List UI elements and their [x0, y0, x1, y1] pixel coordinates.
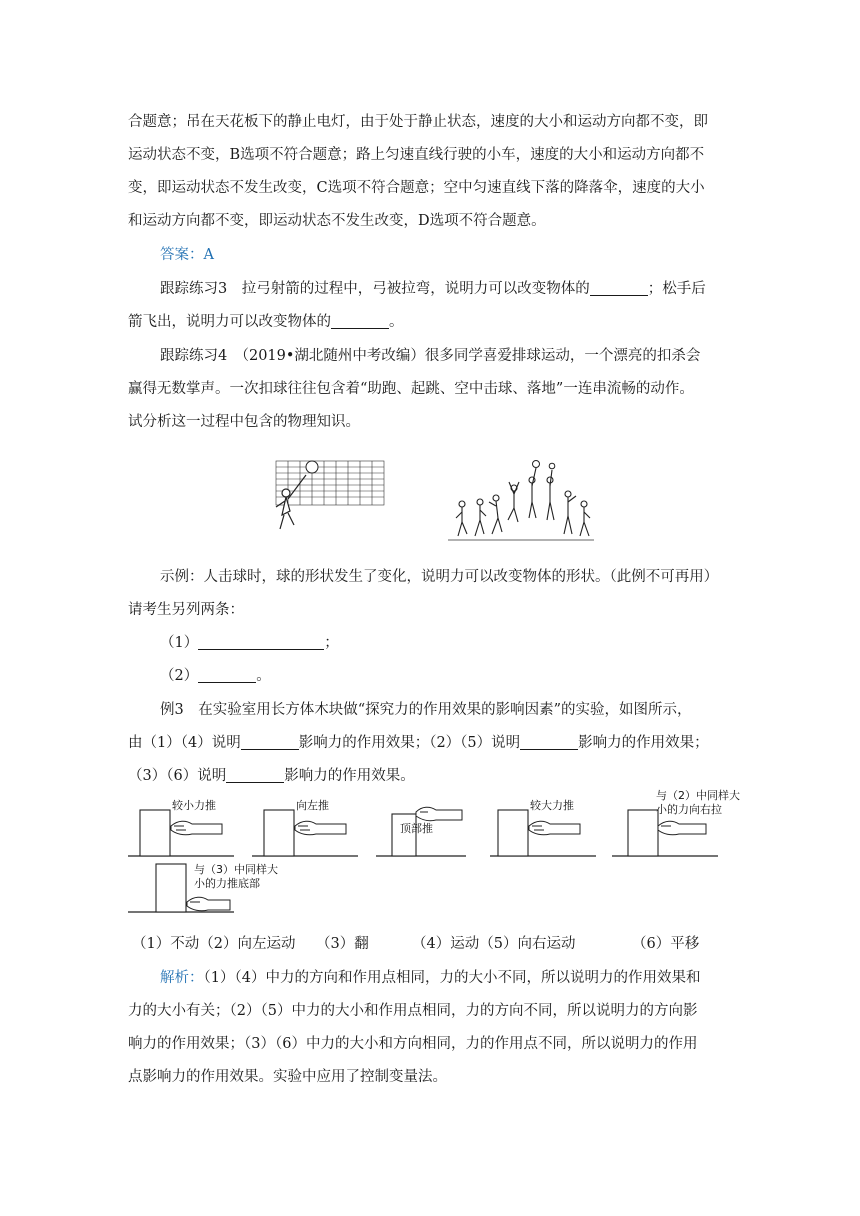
practice3-text-a: 跟踪练习3 拉弓射箭的过程中，弓被拉弯，说明力可以改变物体的 — [160, 281, 590, 297]
example-item-2-label: （2） — [160, 668, 199, 684]
volleyball-sequence-illustration — [448, 458, 596, 544]
example-item-2-end: 。 — [256, 668, 271, 684]
practice3-line-1 — [160, 279, 706, 299]
analysis-line-3: 响力的作用效果；（3）（6）中力的大小和方向相同，力的作用点不同，所以说明力的作用 — [128, 1036, 698, 1052]
example3-text-c: 影响力的作用效果； — [578, 735, 709, 751]
example3-text-d: （3）（6）说明 — [128, 768, 227, 784]
example3-line-1: 例3 在实验室用长方体木块做“探究力的作用效果的影响因素”的实验，如图所示， — [160, 702, 692, 718]
example-blank-2[interactable] — [198, 666, 256, 683]
practice4-line-3: 试分析这一过程中包含的物理知识。 — [128, 414, 360, 430]
example-blank-1[interactable] — [198, 633, 324, 650]
example3-line-3 — [128, 766, 415, 786]
example-line-1: 示例：人击球时，球的形状发生了变化，说明力可以改变物体的形状。（此例不可再用） — [160, 569, 719, 585]
practice3-blank-2[interactable] — [331, 312, 389, 329]
force-figure-3-label: 顶部推 — [400, 822, 433, 835]
example-item-1-label: （1） — [160, 635, 199, 651]
example-item-1 — [160, 633, 339, 653]
practice3-text-d: 。 — [389, 314, 404, 330]
caption-1: （1）不动（2）向左运动 — [132, 936, 296, 952]
intro-line-2: 运动状态不变，B选项不符合题意；路上匀速直线行驶的小车，速度的大小和运动方向都不 — [128, 147, 705, 163]
volleyball-net-illustration — [268, 455, 388, 545]
force-figure-5-label-a: 与（2）中同样大 — [656, 789, 740, 802]
force-figure-4-label: 较大力推 — [530, 799, 574, 812]
caption-4: （6）平移 — [632, 936, 700, 952]
example3-text-e: 影响力的作用效果。 — [284, 768, 415, 784]
practice4-line-2: 赢得无数掌声。一次扣球往往包含着“助跑、起跳、空中击球、落地”一连串流畅的动作。 — [128, 381, 694, 397]
force-figure-6-label-b: 小的力推底部 — [194, 877, 260, 890]
caption-3: （4）运动（5）向右运动 — [412, 936, 576, 952]
example-line-2: 请考生另列两条： — [128, 602, 244, 618]
practice3-line-2 — [128, 312, 404, 332]
answer-value: A — [203, 247, 214, 263]
practice3-text-c: 箭飞出，说明力可以改变物体的 — [128, 314, 331, 330]
example3-blank-3[interactable] — [226, 766, 284, 783]
force-figure-6-label-a: 与（3）中同样大 — [194, 863, 278, 876]
practice3-text-b: ；松手后 — [647, 281, 706, 297]
caption-2: （3）翻 — [316, 936, 369, 952]
example3-blank-1[interactable] — [241, 733, 299, 750]
intro-line-4: 和运动方向都不变，即运动状态不发生改变，D选项不符合题意。 — [128, 213, 546, 229]
practice3-blank-1[interactable] — [590, 279, 648, 296]
example3-text-a: 由（1）（4）说明 — [128, 735, 241, 751]
answer-label: 答案： — [160, 247, 204, 263]
example3-text-b: 影响力的作用效果；（2）（5）说明 — [298, 735, 521, 751]
analysis-line-1 — [160, 968, 700, 988]
analysis-line-4: 点影响力的作用效果。实验中应用了控制变量法。 — [128, 1069, 447, 1085]
force-figure-2-label: 向左推 — [296, 799, 329, 812]
practice4-line-1: 跟踪练习4 （2019•湖北随州中考改编）很多同学喜爱排球运动，一个漂亮的扣杀会 — [160, 348, 701, 364]
force-figure-5-label-b: 小的力向右拉 — [656, 803, 722, 816]
example-item-2 — [160, 666, 271, 686]
analysis-text-1: （1）（4）中力的方向和作用点相同，力的大小不同，所以说明力的作用效果和 — [203, 970, 701, 986]
intro-line-1: 合题意；吊在天花板下的静止电灯，由于处于静止状态，速度的大小和运动方向都不变，即 — [128, 114, 708, 130]
force-figure-1-label: 较小力推 — [172, 799, 216, 812]
analysis-line-2: 力的大小有关；（2）（5）中力的大小和作用点相同，力的方向不同，所以说明力的方向影 — [128, 1003, 698, 1019]
analysis-label: 解析： — [160, 970, 204, 986]
example-item-1-end: ； — [324, 635, 339, 651]
answer-line — [160, 245, 214, 265]
intro-line-3: 变，即运动状态不发生改变，C选项不符合题意；空中匀速直线下落的降落伞，速度的大小 — [128, 180, 705, 196]
example3-blank-2[interactable] — [520, 733, 578, 750]
example3-line-2 — [128, 733, 709, 753]
